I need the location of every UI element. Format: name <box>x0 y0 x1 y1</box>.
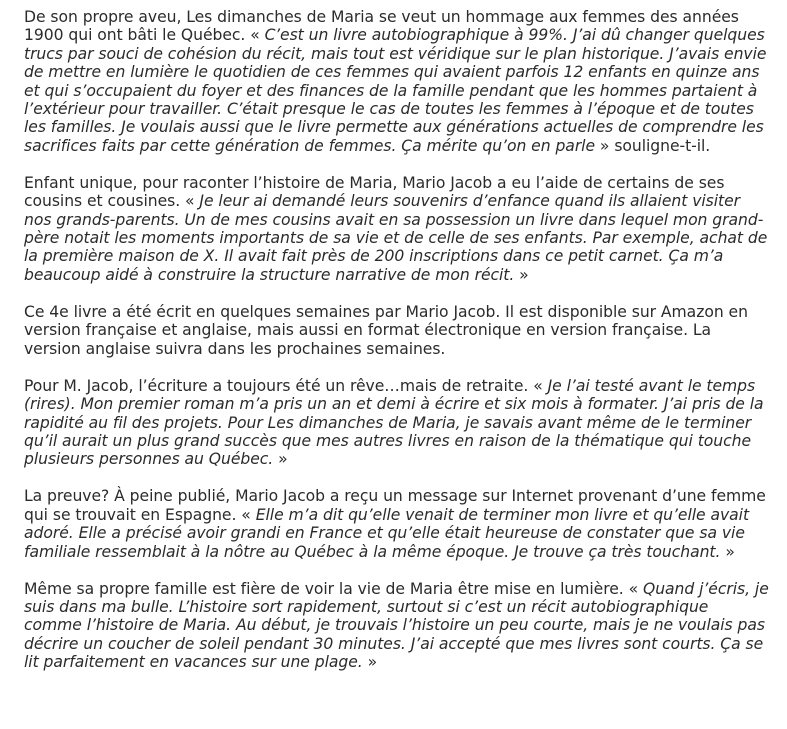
paragraph-text: » <box>514 265 529 284</box>
paragraph-text: Même sa propre famille est fière de voir la vie de Maria être mise en lumière. « <box>24 579 643 598</box>
quote-text: Quand j’écris, je suis dans ma bulle. L’histoire sort rapidement, surtout si c’est un récit autobiographique comme l’histoire de Maria. Au début, je trouvais l’histoire un peu courte, mais je ne voulais pas décrire un coucher de soleil pendant 30 minutes. J’ai accepté que mes livres sont courts. Ça se lit parfaitement en vacances sur une plage. <box>24 579 769 672</box>
quote-text: C’est un livre autobiographique à 99%. J’ai dû changer quelques trucs par souci de cohésion du récit, mais tout est véridique sur le plan historique. J’avais envie de mettre en lumière le quotidien de ces femmes qui avaient parfois 12 enfants en quinze ans et qui s’occupaient du foyer et des finances de la famille pendant que les hommes partaient à l’extérieur pour travailler. C’était presque le cas de toutes les femmes à l’époque et de toutes les familles. Je voulais aussi que le livre permette aux générations actuelles de comprendre les sacrifices faits par cette génération de femmes. Ça mérite qu’on en parle <box>24 26 767 155</box>
paragraph-3 <box>24 303 769 358</box>
paragraph-text: » <box>362 653 378 672</box>
paragraph-text: » <box>273 450 288 469</box>
paragraph-4 <box>24 377 769 469</box>
quote-text: Je leur ai demandé leurs souvenirs d’enfance quand ils allaient visiter nos grands-parents. Un de mes cousins avait en sa possession un livre dans lequel mon grand-père notait les moments importants de sa vie et de celle de ses enfants. Par exemple, achat de la première maison de X. Il avait fait près de 200 inscriptions dans ce petit carnet. Ça m’a beaucoup aidé à construire la structure narrative de mon récit. <box>24 192 768 284</box>
paragraph-text: » <box>720 542 735 561</box>
paragraph-text: Pour M. Jacob, l’écriture a toujours été un rêve…mais de retraite. « <box>24 376 548 395</box>
paragraph-text: Enfant unique, pour raconter l’histoire de Maria, Mario Jacob a eu l’aide de certains de ses cousins et cousines. « <box>24 173 725 211</box>
article-body <box>24 8 769 690</box>
paragraph-text: La preuve? À peine publié, Mario Jacob a reçu un message sur Internet provenant d’une femme qui se trouvait en Espagne. « <box>24 487 766 524</box>
quote-text: Je l’ai testé avant le temps (rires). Mon premier roman m’a pris un an et demi à écrire et six mois à formater. J’ai pris de la rapidité au fil des projets. Pour Les dimanches de Maria, je savais avant même de le terminer qu’il aurait un plus grand succès que mes autres livres en raison de la thématique qui touche plusieurs personnes au Québec. <box>24 376 764 469</box>
paragraph-2 <box>24 174 769 284</box>
paragraph-text: » souligne-t-il. <box>595 136 711 155</box>
paragraph-text: De son propre aveu, Les dimanches de Maria se veut un hommage aux femmes des années 1900 qui ont bâti le Québec. « <box>24 8 739 45</box>
paragraph-1 <box>24 8 769 155</box>
paragraph-5 <box>24 487 769 561</box>
quote-text: Elle m’a dit qu’elle venait de terminer mon livre et qu’elle avait adoré. Elle a précisé avoir grandi en France et qu’elle était heureuse de constater que sa vie familiale ressemblait à la nôtre au Québec à la même époque. Je trouve ça très touchant. <box>24 505 750 561</box>
paragraph-text: Ce 4e livre a été écrit en quelques semaines par Mario Jacob. Il est disponible sur Amazon en version française et anglaise, mais aussi en format électronique en version française. La version anglaise suivra dans les prochaines semaines. <box>24 302 748 358</box>
paragraph-6 <box>24 580 769 672</box>
